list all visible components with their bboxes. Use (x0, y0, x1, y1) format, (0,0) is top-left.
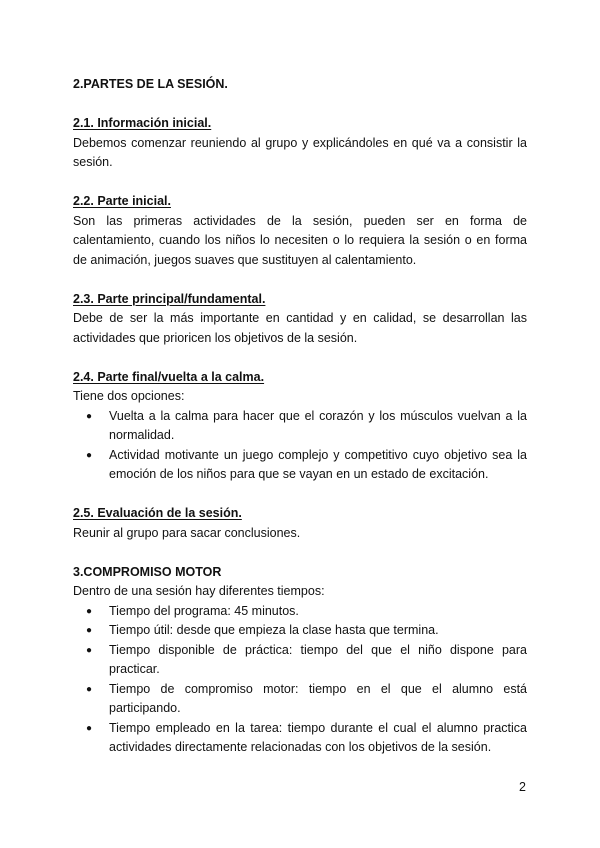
paragraph-2-1: Debemos comenzar reuniendo al grupo y explicándoles en qué va a consistir la sesión. (73, 135, 527, 169)
heading-2-5: 2.5. Evaluación de la sesión. (73, 506, 242, 520)
section-2-title: 2.PARTES DE LA SESIÓN. (73, 77, 228, 91)
list-item: ● Tiempo útil: desde que empieza la clase hasta que termina. (73, 621, 527, 641)
times-list (73, 602, 527, 758)
paragraph-2-4-intro: Tiene dos opciones: (73, 389, 185, 403)
heading-2-2: 2.2. Parte inicial. (73, 194, 171, 208)
list-item: ● Tiempo disponible de práctica: tiempo del que el niño dispone para practicar. (73, 641, 527, 680)
list-item: ● Tiempo de compromiso motor: tiempo en el que el alumno está participando. (73, 680, 527, 719)
heading-2-1: 2.1. Información inicial. (73, 116, 212, 130)
paragraph-2-5: Reunir al grupo para sacar conclusiones. (73, 525, 301, 540)
options-list (73, 407, 527, 485)
list-item: ● Tiempo empleado en la tarea: tiempo durante el cual el alumno practica actividades directamente relacionadas con los objetivos de la sesión. (73, 719, 527, 758)
paragraph-2-2: Son las primeras actividades de la sesión, pueden ser en forma de calentamiento, cuando los niños lo necesiten o lo requiera la sesión o en forma de animación, juegos suaves que sustituyen al calentamiento. (73, 213, 527, 267)
list-item: ● Vuelta a la calma para hacer que el corazón y los músculos vuelvan a la normalidad. (73, 407, 527, 446)
list-item: ● Tiempo del programa: 45 minutos. (73, 602, 527, 622)
page-content (73, 75, 527, 758)
section-3-title: 3.COMPROMISO MOTOR (73, 564, 222, 579)
heading-2-4: 2.4. Parte final/vuelta a la calma. (73, 369, 265, 384)
paragraph-2-3: Debe de ser la más importante en cantidad y en calidad, se desarrollan las actividades que prioricen los objetivos de la sesión. (73, 311, 527, 345)
list-item: ● Actividad motivante un juego complejo y competitivo cuyo objetivo sea la emoción de los niños para que se vayan en un estado de excitación. (73, 446, 527, 485)
heading-2-3: 2.3. Parte principal/fundamental. (73, 291, 266, 306)
page-number: 2 (519, 780, 526, 794)
paragraph-3-intro: Dentro de una sesión hay diferentes tiempos: (73, 584, 325, 598)
